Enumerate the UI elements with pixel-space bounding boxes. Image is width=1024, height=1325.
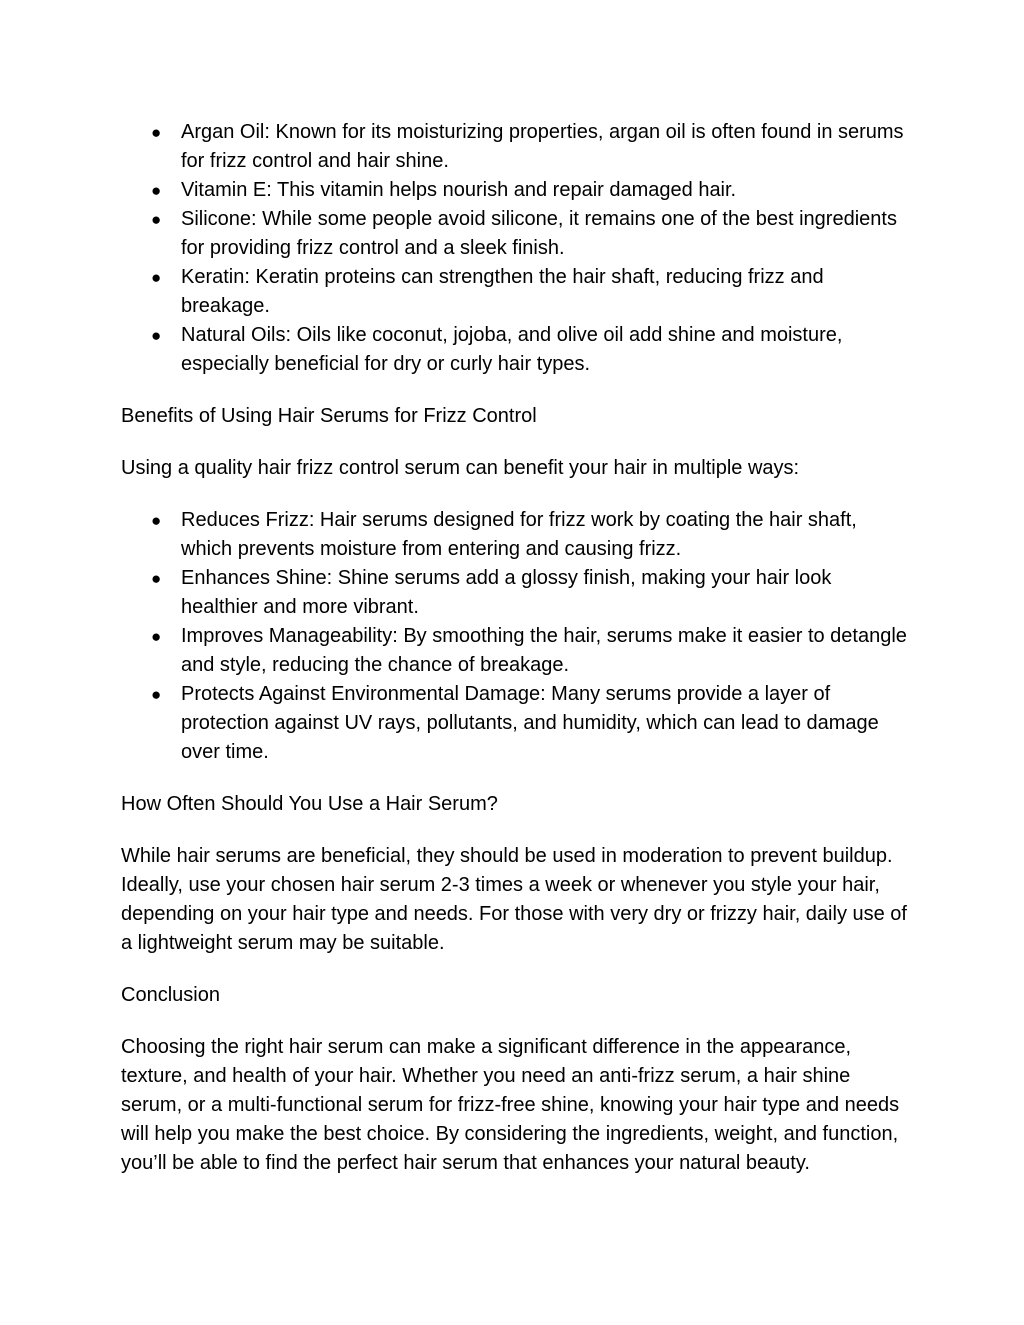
list-item xyxy=(121,263,911,321)
bullet-icon: ● xyxy=(151,123,162,142)
frequency-heading: How Often Should You Use a Hair Serum? xyxy=(121,793,498,815)
conclusion-paragraph: Choosing the right hair serum can make a significant difference in the appearance, texture, and health of your hair. Whether you need an anti-frizz serum, a hair shine serum, or a multi-functional serum for frizz-free shine, knowing your hair type and needs will help you make the best choice. By considering the ingredients, weight, and function, you’ll be able to find the perfect hair serum that enhances your natural beauty. xyxy=(121,1036,900,1174)
bullet-icon: ● xyxy=(151,569,162,588)
list-item xyxy=(121,205,911,263)
ingredients-list xyxy=(121,118,911,379)
list-item-text: Keratin: Keratin proteins can strengthen the hair shaft, reducing frizz and breakage. xyxy=(181,266,824,317)
benefits-heading: Benefits of Using Hair Serums for Frizz Control xyxy=(121,405,537,427)
bullet-icon: ● xyxy=(151,627,162,646)
list-item xyxy=(121,321,911,379)
benefits-list xyxy=(121,506,911,767)
bullet-icon: ● xyxy=(151,326,162,345)
list-item xyxy=(121,506,911,564)
benefits-intro: Using a quality hair frizz control serum can benefit your hair in multiple ways: xyxy=(121,457,800,479)
list-item-text: Enhances Shine: Shine serums add a glossy finish, making your hair look healthier and more vibrant. xyxy=(181,567,832,618)
bullet-icon: ● xyxy=(151,181,162,200)
list-item-text: Natural Oils: Oils like coconut, jojoba, and olive oil add shine and moisture, especially beneficial for dry or curly hair types. xyxy=(181,324,843,375)
list-item xyxy=(121,680,911,767)
list-item-text: Vitamin E: This vitamin helps nourish and repair damaged hair. xyxy=(181,179,737,201)
list-item-text: Protects Against Environmental Damage: Many serums provide a layer of protection against UV rays, pollutants, and humidity, which can lead to damage over time. xyxy=(181,683,879,763)
list-item xyxy=(121,118,911,176)
frequency-paragraph: While hair serums are beneficial, they should be used in moderation to prevent buildup. Ideally, use your chosen hair serum 2-3 times a week or whenever you style your hair, depending on your hair type and needs. For those with very dry or frizzy hair, daily use of a lightweight serum may be suitable. xyxy=(121,845,907,954)
bullet-icon: ● xyxy=(151,268,162,287)
list-item xyxy=(121,622,911,680)
bullet-icon: ● xyxy=(151,685,162,704)
list-item-text: Argan Oil: Known for its moisturizing properties, argan oil is often found in serums for frizz control and hair shine. xyxy=(181,121,904,172)
list-item-text: Improves Manageability: By smoothing the hair, serums make it easier to detangle and style, reducing the chance of breakage. xyxy=(181,625,907,676)
list-item-text: Reduces Frizz: Hair serums designed for frizz work by coating the hair shaft, which prevents moisture from entering and causing frizz. xyxy=(181,509,857,560)
document-page xyxy=(121,118,911,1178)
conclusion-heading: Conclusion xyxy=(121,984,220,1006)
list-item xyxy=(121,176,911,205)
bullet-icon: ● xyxy=(151,511,162,530)
list-item-text: Silicone: While some people avoid silicone, it remains one of the best ingredients for providing frizz control and a sleek finish. xyxy=(181,208,897,259)
list-item xyxy=(121,564,911,622)
bullet-icon: ● xyxy=(151,210,162,229)
